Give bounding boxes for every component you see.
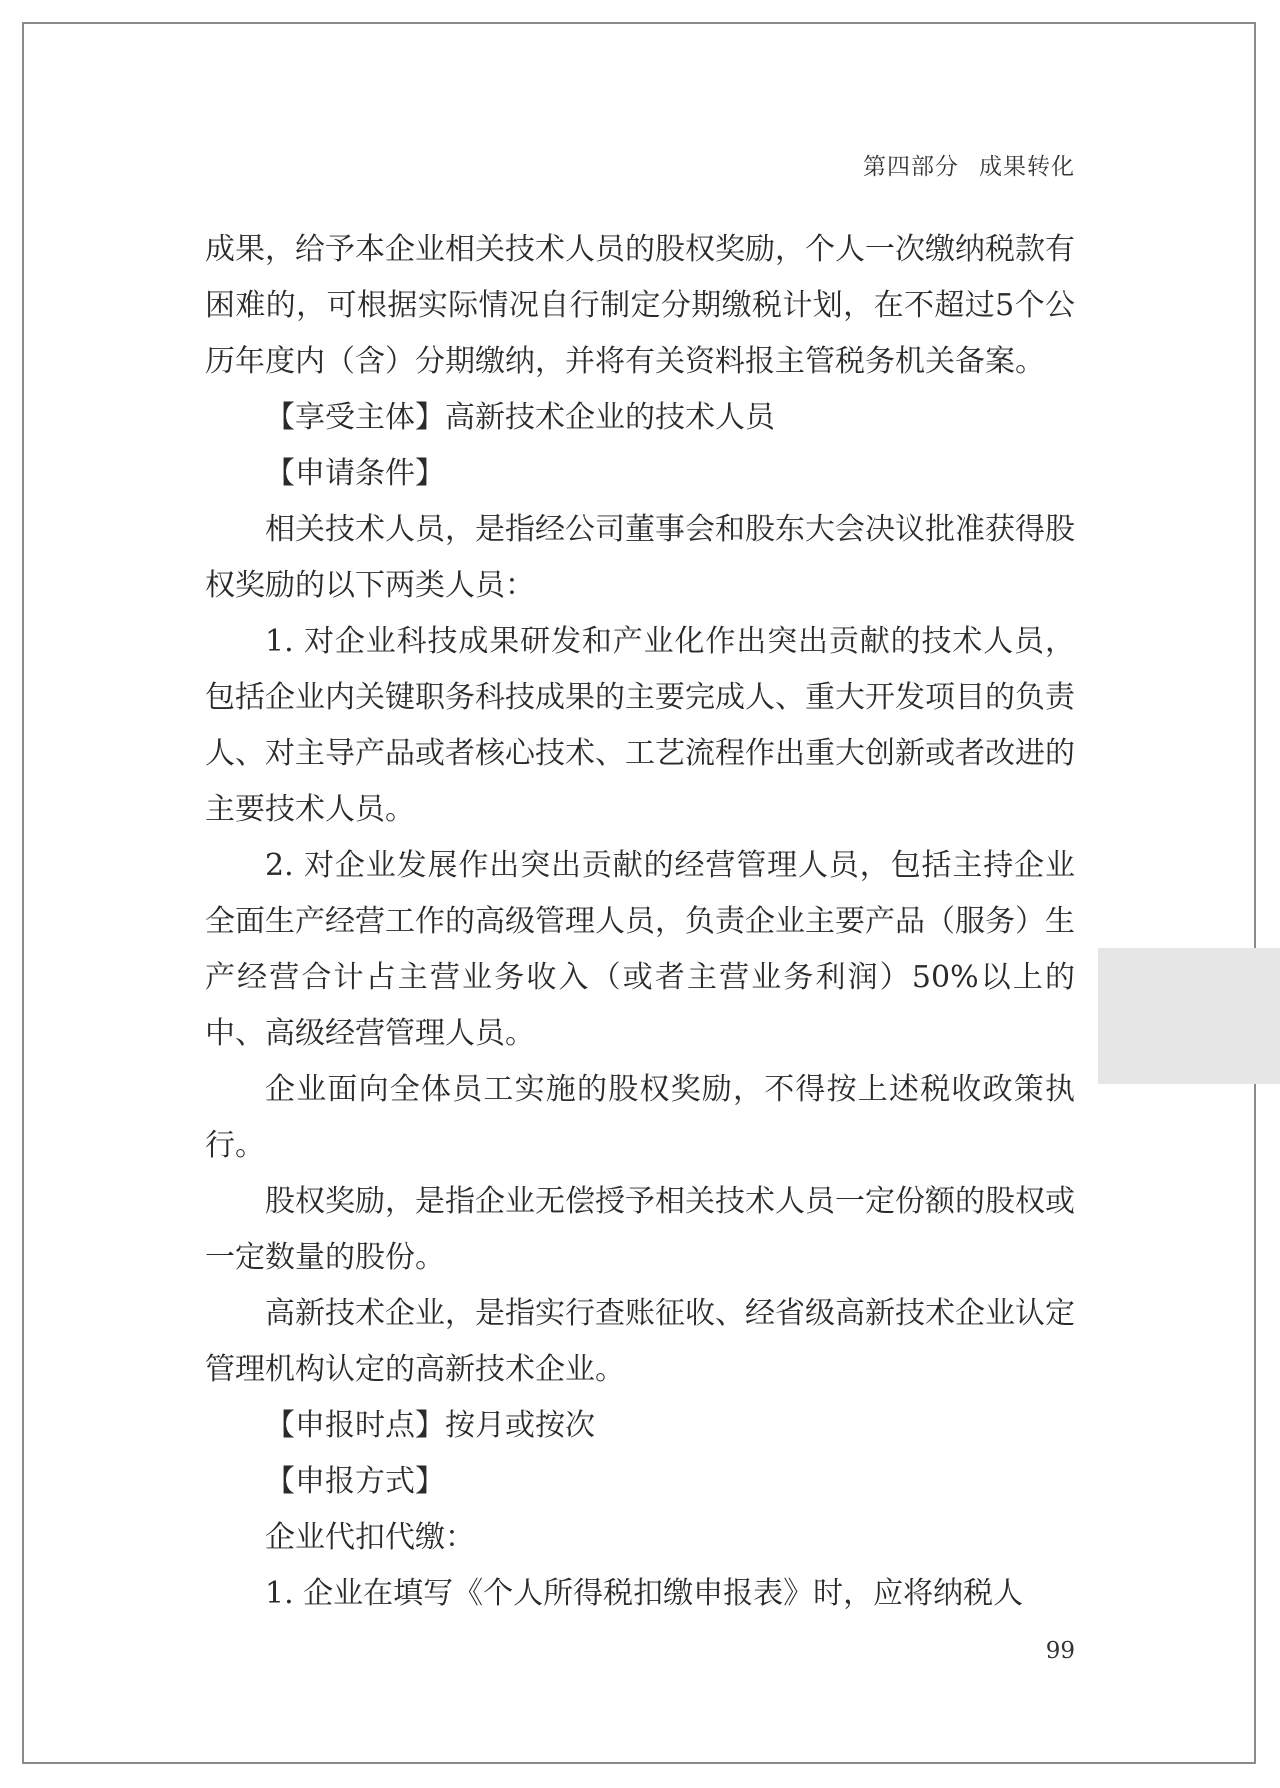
paragraph-item-1: 1. 对企业科技成果研发和产业化作出突出贡献的技术人员，包括企业内关键职务科技成果的主要完成人、重大开发项目的负责人、对主导产品或者核心技术、工艺流程作出重大创新或者改进的主要技术人员。 <box>205 624 1075 827</box>
paragraph-definition-hitech: 高新技术企业，是指实行查账征收、经省级高新技术企业认定管理机构认定的高新技术企业。 <box>205 1296 1075 1387</box>
paragraph-filing-time: 【申报时点】按月或按次 <box>265 1408 595 1443</box>
chapter-thumb-tab <box>1098 948 1280 1084</box>
paragraph-continuation: 成果，给予本企业相关技术人员的股权奖励，个人一次缴纳税款有困难的，可根据实际情况自行制定分期缴税计划，在不超过5个公历年度内（含）分期缴纳，并将有关资料报主管税务机关备案。 <box>205 232 1075 379</box>
paragraph-definition-tech-staff: 相关技术人员，是指经公司董事会和股东大会决议批准获得股权奖励的以下两类人员： <box>205 512 1075 603</box>
running-header <box>863 148 1075 181</box>
paragraph-item-2: 2. 对企业发展作出突出贡献的经营管理人员，包括主持企业全面生产经营工作的高级管理人员，负责企业主要产品（服务）生产经营合计占主营业务收入（或者主营业务利润）50%以上的中、高级经营管理人员。 <box>205 848 1075 1051</box>
paragraph-withholding-step-1: 1. 企业在填写《个人所得税扣缴申报表》时，应将纳税人 <box>265 1576 1024 1611</box>
paragraph-filing-method-heading: 【申报方式】 <box>265 1464 445 1499</box>
paragraph-beneficiary: 【享受主体】高新技术企业的技术人员 <box>265 400 775 435</box>
paragraph-withholding: 企业代扣代缴： <box>265 1520 475 1555</box>
header-section: 成果转化 <box>979 154 1075 180</box>
paragraph-conditions-heading: 【申请条件】 <box>265 456 445 491</box>
body-text <box>205 222 1075 1622</box>
paragraph-definition-equity-award: 股权奖励，是指企业无偿授予相关技术人员一定份额的股权或一定数量的股份。 <box>205 1184 1075 1275</box>
paragraph-exclusion: 企业面向全体员工实施的股权奖励，不得按上述税收政策执行。 <box>205 1072 1075 1163</box>
page-number: 99 <box>1045 1638 1075 1664</box>
header-part: 第四部分 <box>863 154 959 180</box>
